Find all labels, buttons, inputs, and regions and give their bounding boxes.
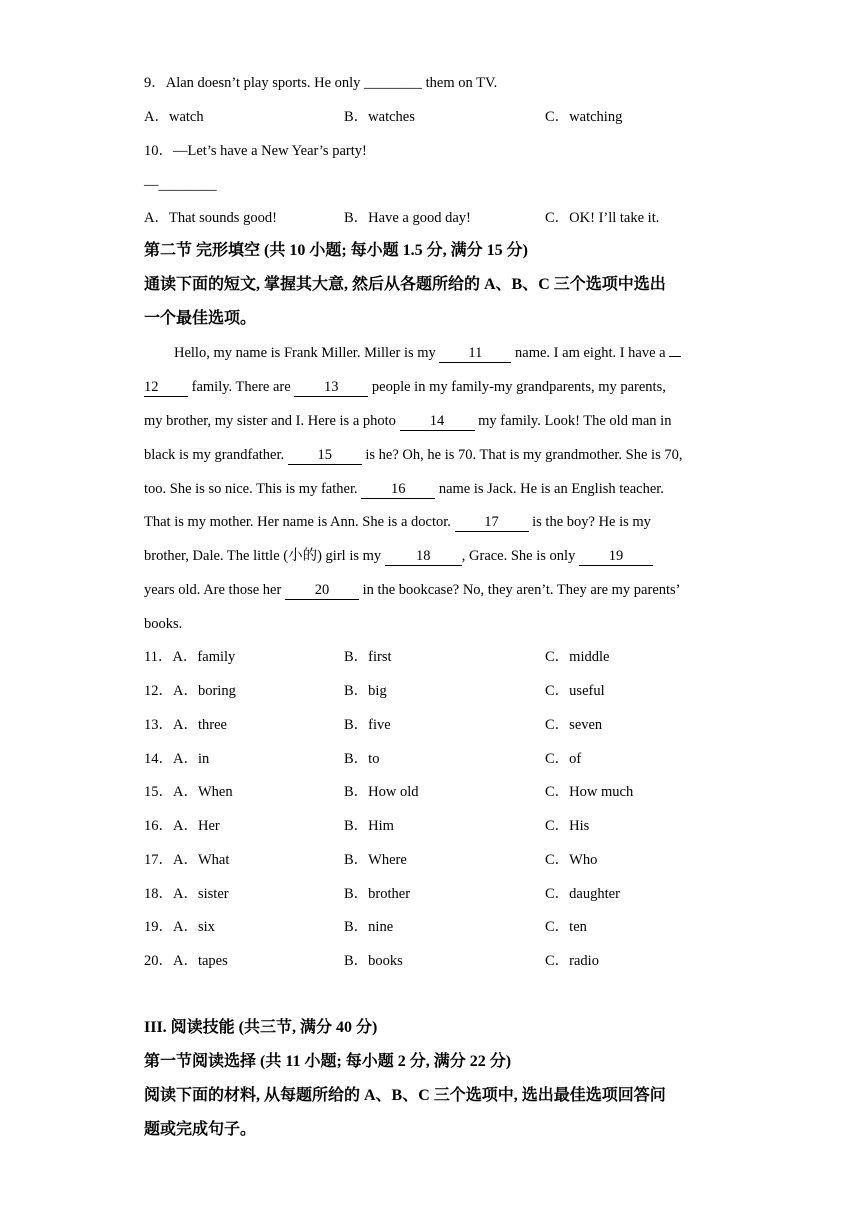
question-10-stem: 10．—Let’s have a New Year’s party! — [144, 143, 367, 159]
passage-line-8 — [144, 580, 681, 600]
passage-line-6 — [144, 512, 651, 532]
part-3-instruction: 阅读下面的材料, 从每题所给的 A、B、C 三个选项中, 选出最佳选项回答问 — [144, 1087, 666, 1104]
option-a: 20．A．tapes — [144, 953, 228, 969]
option-c: C．seven — [545, 717, 603, 733]
passage-line-3 — [144, 411, 671, 431]
blank-12: 12 — [144, 379, 188, 397]
blank-18: 18 — [385, 548, 462, 566]
option-a: 17．A．What — [144, 852, 230, 868]
options-row-20 — [0, 951, 860, 971]
option-c: C．watching — [545, 109, 623, 125]
section-2-instruction-cont: 一个最佳选项。 — [144, 310, 257, 327]
passage-text: brother, Dale. The little (小的) girl is my — [144, 548, 385, 564]
option-b: B．watches — [344, 109, 415, 125]
option-b: B．Have a good day! — [344, 210, 471, 226]
part-3-section-1-title: 第一节阅读选择 (共 11 小题; 每小题 2 分, 满分 22 分) — [144, 1053, 512, 1070]
options-row-14 — [0, 749, 860, 769]
passage-text: my family. Look! The old man in — [474, 413, 672, 429]
option-a: 14．A．in — [144, 751, 210, 767]
passage-text: Hello, my name is Frank Miller. Miller is my — [174, 345, 440, 361]
option-c: C．radio — [545, 953, 599, 969]
option-c: C．useful — [545, 683, 605, 699]
option-b: B．Him — [344, 818, 394, 834]
blank-15: 15 — [288, 447, 362, 465]
option-a: 16．A．Her — [144, 818, 220, 834]
passage-text: in the bookcase? No, they aren’t. They are my parents’ — [358, 582, 681, 598]
option-c: C．middle — [545, 649, 610, 665]
passage-line-2 — [144, 377, 666, 397]
option-c: C．OK! I’ll take it. — [545, 210, 660, 226]
blank-12-start — [669, 356, 681, 357]
part-3-title: III. 阅读技能 (共三节, 满分 40 分) — [144, 1019, 378, 1036]
passage-text: name. I am eight. I have a — [511, 345, 670, 361]
passage-text: too. She is so nice. This is my father. — [144, 481, 362, 497]
option-b: B．brother — [344, 886, 411, 902]
passage-text: is he? Oh, he is 70. That is my grandmother. She is 70, — [361, 447, 683, 463]
options-row-17 — [0, 850, 860, 870]
passage-text: , Grace. She is only — [461, 548, 579, 564]
option-a: 11．A．family — [144, 649, 236, 665]
section-2-title: 第二节 完形填空 (共 10 小题; 每小题 1.5 分, 满分 15 分) — [144, 242, 528, 259]
option-a: 13．A．three — [144, 717, 227, 733]
passage-text: people in my family-my grandparents, my parents, — [368, 379, 666, 395]
passage-line-4 — [144, 445, 682, 465]
options-row-18 — [0, 884, 860, 904]
option-c: C．ten — [545, 919, 587, 935]
passage-text: family. There are — [188, 379, 295, 395]
passage-text: is the boy? He is my — [528, 514, 651, 530]
passage-line-1 — [174, 343, 681, 363]
option-a: 12．A．boring — [144, 683, 236, 699]
option-b: B．nine — [344, 919, 394, 935]
options-row-12 — [0, 681, 860, 701]
option-b: B．big — [344, 683, 387, 699]
option-c: C．How much — [545, 784, 634, 800]
option-b: B．books — [344, 953, 403, 969]
option-c: C．Who — [545, 852, 598, 868]
option-b: B．five — [344, 717, 391, 733]
passage-line-9: books. — [144, 616, 183, 632]
blank-19: 19 — [579, 548, 653, 566]
options-row-16 — [0, 816, 860, 836]
option-a: A．watch — [144, 109, 204, 125]
blank-16: 16 — [361, 481, 435, 499]
option-b: B．How old — [344, 784, 419, 800]
option-c: C．daughter — [545, 886, 620, 902]
options-row-13 — [0, 715, 860, 735]
options-row-15 — [0, 782, 860, 802]
passage-text: my brother, my sister and I. Here is a photo — [144, 413, 400, 429]
blank-11: 11 — [439, 345, 511, 363]
passage-line-7 — [144, 546, 653, 566]
option-b: B．first — [344, 649, 392, 665]
option-c: C．His — [545, 818, 590, 834]
options-row-11 — [0, 647, 860, 667]
option-a: A．That sounds good! — [144, 210, 277, 226]
question-9-stem: 9．Alan doesn’t play sports. He only ________ them on TV. — [144, 75, 498, 91]
blank-13: 13 — [294, 379, 368, 397]
option-b: B．Where — [344, 852, 407, 868]
option-b: B．to — [344, 751, 380, 767]
option-a: 19．A．six — [144, 919, 215, 935]
option-a: 18．A．sister — [144, 886, 229, 902]
option-c: C．of — [545, 751, 582, 767]
passage-text: That is my mother. Her name is Ann. She is a doctor. — [144, 514, 455, 530]
option-a: 15．A．When — [144, 784, 233, 800]
passage-line-5 — [144, 479, 664, 499]
question-10-reply: —________ — [144, 177, 217, 193]
passage-text: name is Jack. He is an English teacher. — [435, 481, 664, 497]
question-10-options — [0, 208, 860, 228]
blank-17: 17 — [455, 514, 529, 532]
question-9-options — [0, 107, 860, 127]
blank-20: 20 — [285, 582, 359, 600]
passage-text: years old. Are those her — [144, 582, 285, 598]
passage-text: black is my grandfather. — [144, 447, 288, 463]
part-3-instruction-cont: 题或完成句子。 — [144, 1121, 257, 1138]
blank-14: 14 — [400, 413, 475, 431]
section-2-instruction: 通读下面的短文, 掌握其大意, 然后从各题所给的 A、B、C 三个选项中选出 — [144, 276, 666, 293]
options-row-19 — [0, 917, 860, 937]
